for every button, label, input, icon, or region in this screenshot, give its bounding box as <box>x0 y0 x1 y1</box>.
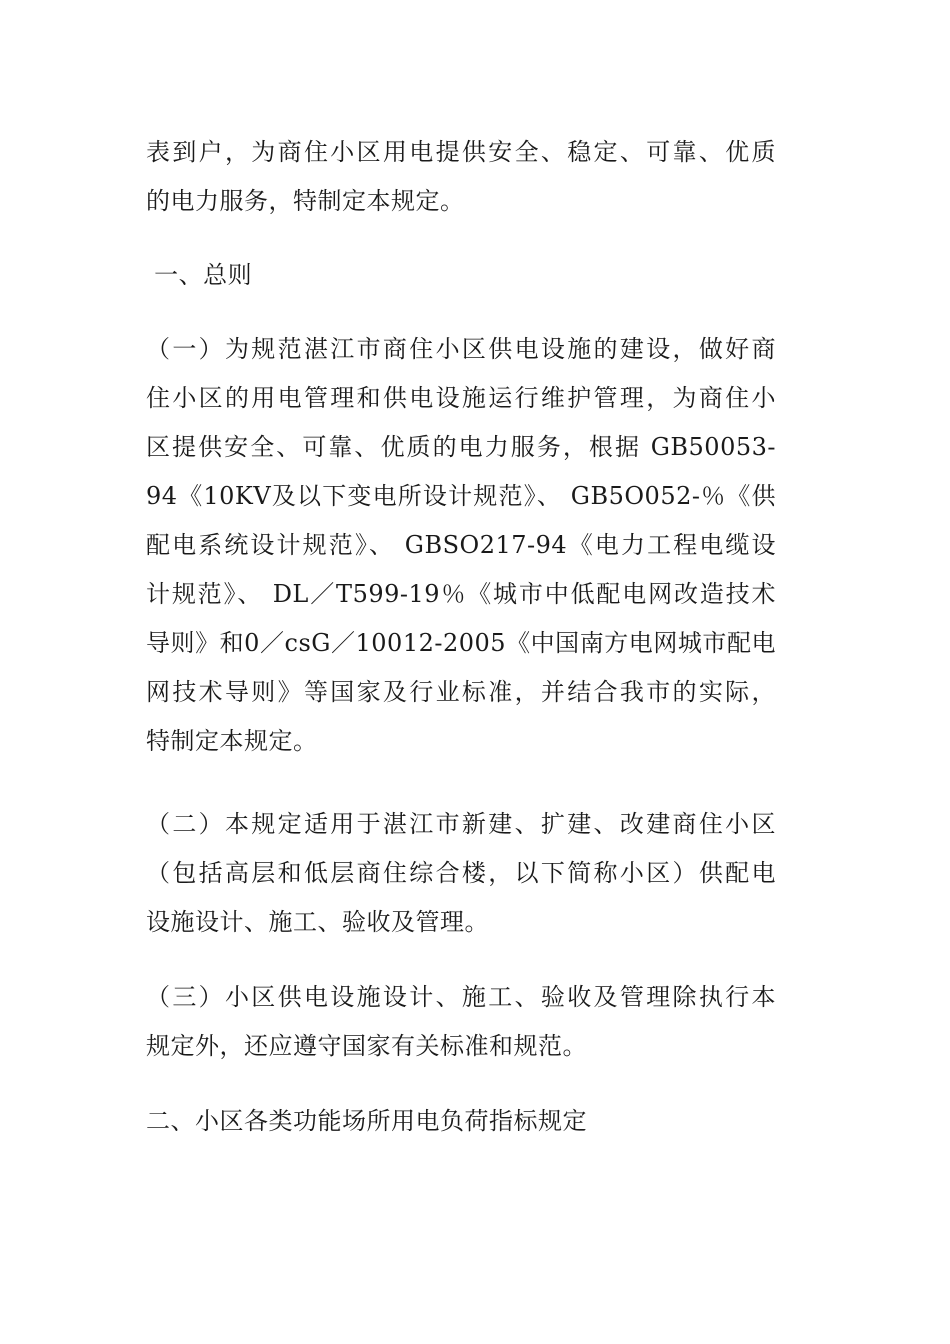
paragraph-clause-3 <box>146 973 776 1071</box>
text-line: （三）小区供电设施设计、施工、验收及管理除执行本 <box>146 983 776 1011</box>
text-line: （一）为规范湛江市商住小区供电设施的建设，做好商 <box>146 335 776 363</box>
text-line: 设施设计、施工、验收及管理。 <box>146 908 489 936</box>
text-line: 表到户，为商住小区用电提供安全、稳定、可靠、优质 <box>146 138 776 166</box>
text-line: 配电系统设计规范》、 GBSO217-94《电力工程电缆设 <box>146 531 776 559</box>
paragraph-clause-2 <box>146 800 776 947</box>
text-line: 导则》和0／csG／10012-2005《中国南方电网城市配电 <box>146 629 776 657</box>
text-line: 住小区的用电管理和供电设施运行维护管理，为商住小 <box>146 384 776 412</box>
text-line: 计规范》、 DL／T599-19％《城市中低配电网改造技术 <box>146 580 776 608</box>
section-heading-load-indicators <box>146 1097 776 1146</box>
heading-text: 一、总则 <box>146 261 253 289</box>
text-line: 94《10KV及以下变电所设计规范》、 GB5O052-％《供 <box>146 482 776 510</box>
section-heading-general <box>146 251 776 300</box>
text-line: 区提供安全、可靠、优质的电力服务，根据 GB50053- <box>146 433 776 461</box>
text-line: 的电力服务，特制定本规定。 <box>146 187 465 215</box>
paragraph-clause-1 <box>146 325 776 766</box>
heading-text: 二、小区各类功能场所用电负荷指标规定 <box>146 1107 587 1135</box>
text-line: （二）本规定适用于湛江市新建、扩建、改建商住小区 <box>146 810 776 838</box>
text-line: （包括高层和低层商住综合楼，以下简称小区）供配电 <box>146 859 776 887</box>
text-line: 特制定本规定。 <box>146 727 318 755</box>
text-line: 规定外，还应遵守国家有关标准和规范。 <box>146 1032 587 1060</box>
paragraph-intro-continuation <box>146 128 776 226</box>
text-line: 网技术导则》等国家及行业标准，并结合我市的实际， <box>146 678 776 706</box>
